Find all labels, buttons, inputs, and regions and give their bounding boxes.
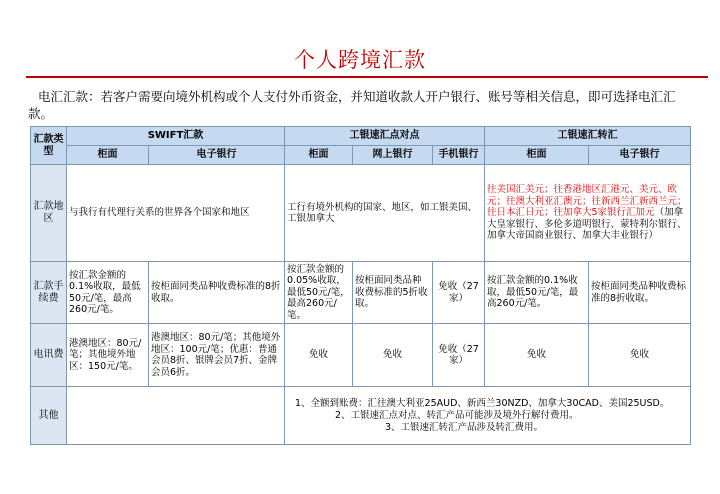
header-type: 汇款类型 bbox=[31, 127, 67, 165]
cell-transfer-area bbox=[485, 165, 691, 262]
cell-tel-transfer-counter: 免收 bbox=[485, 324, 589, 387]
cell-fee-transfer-counter: 按汇款金额的0.1%收取，最低50元/笔，最高260元/笔。 bbox=[485, 262, 589, 324]
cell-swift-area: 与我行有代理行关系的世界各个国家和地区 bbox=[67, 165, 285, 262]
cell-point-area: 工行有境外机构的国家、地区，如工银美国、工银加拿大 bbox=[285, 165, 485, 262]
cell-tel-swift-ebank: 港澳地区：80元/笔；其他境外地区：100元/笔；优惠：普通会员8折、银牌会员7折、金牌会员6折。 bbox=[149, 324, 285, 387]
row-label-area: 汇款地区 bbox=[31, 165, 67, 262]
subheader-point-counter: 柜面 bbox=[285, 146, 353, 165]
cell-tel-point-counter: 免收 bbox=[285, 324, 353, 387]
cell-fee-point-online: 按柜面同类品种收费标准的5折收取。 bbox=[353, 262, 433, 324]
subheader-swift-ebank: 电子银行 bbox=[149, 146, 285, 165]
cell-tel-swift-counter: 港澳地区：80元/笔；其他境外地区：150元/笔。 bbox=[67, 324, 149, 387]
header-swift: SWIFT汇款 bbox=[67, 127, 285, 146]
header-transfer: 工银速汇转汇 bbox=[485, 127, 691, 146]
subheader-point-mobile: 手机银行 bbox=[433, 146, 485, 165]
page-title: 个人跨境汇款 bbox=[294, 48, 426, 72]
cell-fee-point-mobile: 免收（27家） bbox=[433, 262, 485, 324]
intro-paragraph: 电汇汇款：若客户需要向境外机构或个人支付外币资金，并知道收款人开户银行、账号等相关信息，即可选择电汇汇款。 bbox=[28, 89, 676, 121]
subheader-transfer-counter: 柜面 bbox=[485, 146, 589, 165]
row-label-telegraph: 电讯费 bbox=[31, 324, 67, 387]
remittance-table bbox=[30, 126, 691, 445]
cell-other-notes bbox=[285, 387, 691, 445]
subheader-swift-counter: 柜面 bbox=[67, 146, 149, 165]
transfer-area-highlight: 往美国汇美元；往香港地区汇港元、美元、欧元；往澳大利亚汇澳元；往新西兰汇新西兰元；往日本汇日元；往加拿大5家银行汇加元 bbox=[487, 184, 687, 219]
cell-fee-point-counter: 按汇款金额的0.05%收取，最低50元/笔，最高260元/笔。 bbox=[285, 262, 353, 324]
cell-tel-point-online: 免收 bbox=[353, 324, 433, 387]
cell-tel-point-mobile: 免收（27家） bbox=[433, 324, 485, 387]
subheader-transfer-ebank: 电子银行 bbox=[589, 146, 691, 165]
cell-fee-transfer-ebank: 按柜面同类品种收费标准的8折收取。 bbox=[589, 262, 691, 324]
transfer-area-banks: （加拿大皇家银行、多伦多道明银行、蒙特利尔银行、加拿大帝国商业银行、加拿大丰业银行） bbox=[487, 207, 687, 242]
row-label-fee: 汇款手续费 bbox=[31, 262, 67, 324]
cell-tel-transfer-ebank: 免收 bbox=[589, 324, 691, 387]
cell-fee-swift-counter: 按汇款金额的0.1%收取，最低50元/笔，最高260元/笔。 bbox=[67, 262, 149, 324]
subheader-point-online: 网上银行 bbox=[353, 146, 433, 165]
title-underline bbox=[26, 76, 708, 78]
cell-other-empty bbox=[67, 387, 285, 445]
other-note-1: 1、全额到账费：汇往澳大利亚25AUD、新西兰30NZD、加拿大30CAD、美国25USD。 bbox=[295, 397, 670, 409]
other-note-2: 2、工银速汇点对点、转汇产品可能涉及境外行解付费用。 bbox=[335, 409, 579, 421]
other-note-3: 3、工银速汇转汇产品涉及转汇费用。 bbox=[385, 421, 544, 433]
cell-fee-swift-ebank: 按柜面同类品种收费标准的8折收取。 bbox=[149, 262, 285, 324]
header-point-to-point: 工银速汇点对点 bbox=[285, 127, 485, 146]
row-label-other: 其他 bbox=[31, 387, 67, 445]
